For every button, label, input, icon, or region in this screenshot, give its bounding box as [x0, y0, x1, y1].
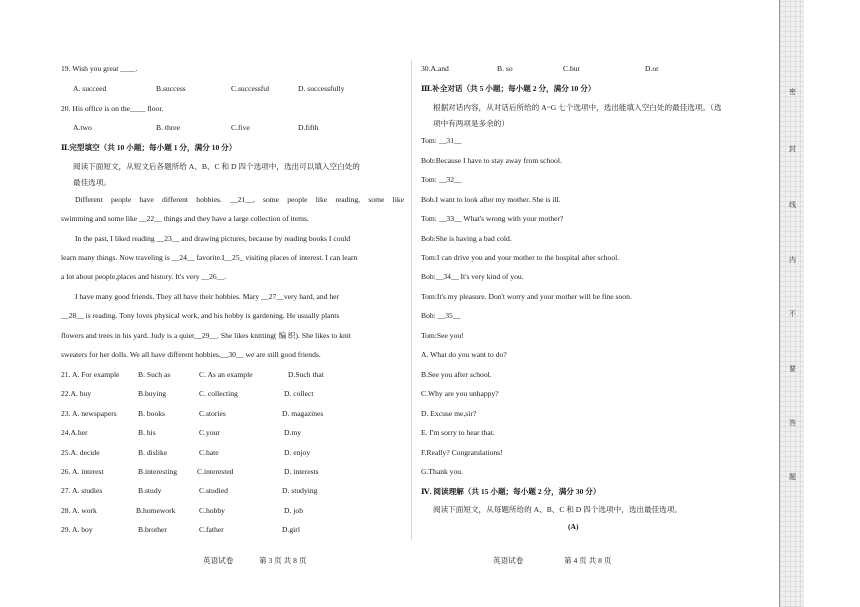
- section-3-title: Ⅲ.补全对话（共 5 小题；每小题 2 分，满分 10 分）: [421, 84, 596, 93]
- option-b: B. his: [138, 428, 156, 437]
- option-c: C.hobby: [199, 506, 225, 515]
- passage-label: (A): [568, 522, 579, 531]
- page-edge: [804, 0, 860, 607]
- passage-line: flowers and trees in his yard. Judy is a quiet__29__. She likes knitting( 编 织). She likes to knit: [61, 331, 352, 340]
- option-c: C.hate: [199, 448, 219, 457]
- strip-char: 题: [789, 473, 796, 481]
- passage-line: sweaters for her dolls. We all have different hobbies,__30__ we are still good friends.: [61, 350, 321, 359]
- question-19: 19. Wish you great ____.: [61, 64, 138, 73]
- option-d: D. job: [284, 506, 303, 515]
- option-b: B.buying: [138, 389, 167, 398]
- binding-strip: [779, 0, 806, 607]
- section-2-instruction: 阅读下面短文，从短文后各题所给 A、B、C 和 D 四个选项中，选出可以填入空白处的: [73, 162, 360, 171]
- option-c: C.successful: [231, 84, 270, 93]
- dialogue-line: Bob: __35__: [421, 311, 461, 320]
- option-d: D.girl: [282, 525, 300, 534]
- passage-line: a lot about people,places and history. It's very __26__.: [61, 272, 227, 281]
- option-c: C.father: [199, 525, 224, 534]
- answer-choice: E. I'm sorry to hear that.: [421, 428, 495, 437]
- answer-choice: G.Thank you.: [421, 467, 463, 476]
- passage-line: learn many things. Now traveling is __24__ favorite.I__25_ visiting places of interest. I can learn: [61, 253, 358, 262]
- passage-line: I have many good friends. They all have their hobbies. Mary __27__very hard, and her: [75, 292, 340, 301]
- option-c: C.five: [231, 123, 250, 132]
- option-d: D.fifth: [298, 123, 319, 132]
- section-4-title: Ⅳ. 阅读理解（共 15 小题；每小题 2 分，满分 30 分）: [421, 487, 601, 496]
- answer-choice: B.See you after school.: [421, 370, 492, 379]
- option-a: 22.A. buy: [61, 389, 92, 398]
- option-c: C.interested: [197, 467, 234, 476]
- option-a: 21. A. For example: [61, 370, 120, 379]
- option-a: 24.A.her: [61, 428, 88, 437]
- option-b: B. dislike: [138, 448, 168, 457]
- option-d: D.or: [645, 64, 659, 73]
- footer-page-number: 第 4 页 共 8 页: [564, 556, 612, 565]
- section-4-instruction: 阅读下面短文，从每题所给的 A、B、C 和 D 四个选项中，选出最佳选项。: [433, 505, 682, 514]
- answer-choice: D. Excuse me,sir?: [421, 409, 477, 418]
- dialogue-line: Tom: __33__ What's wrong with your mother?: [421, 214, 564, 223]
- section-2-title: Ⅱ.完型填空（共 10 小题；每小题 1 分，满分 10 分）: [61, 143, 237, 152]
- question-20: 20. His office is on the____ floor.: [61, 104, 164, 113]
- option-c: C.but: [563, 64, 580, 73]
- option-c: C.studied: [199, 486, 228, 495]
- dialogue-line: Bob.I want to look after my mother. She is ill.: [421, 195, 561, 204]
- option-c: C.your: [199, 428, 220, 437]
- option-b: B.brother: [138, 525, 167, 534]
- dialogue-line: Tom:I can drive you and your mother to the hospital after school.: [421, 253, 620, 262]
- option-d: D. collect: [284, 389, 314, 398]
- dialogue-line: Bob:Because I have to stay away from school.: [421, 156, 562, 165]
- dialogue-line: Tom: __32__: [421, 175, 462, 184]
- option-a: A. succeed: [73, 84, 107, 93]
- dialogue-line: Tom:It's my pleasure. Don't worry and your mother will be fine soon.: [421, 292, 632, 301]
- footer-subject: 英语试卷: [203, 556, 234, 565]
- option-b: B. three: [156, 123, 181, 132]
- option-d: D. enjoy: [284, 448, 311, 457]
- dialogue-line: Bob:She is having a bad cold.: [421, 234, 512, 243]
- option-d: D.Such that: [288, 370, 324, 379]
- strip-char: 线: [789, 201, 796, 209]
- strip-char: 不: [789, 310, 796, 318]
- strip-char: 封: [789, 145, 796, 153]
- passage-line: In the past, I liked reading __23__ and drawing pictures, because by reading books I could: [75, 234, 351, 243]
- option-a: 25.A. decide: [61, 448, 100, 457]
- answer-choice: A. What do you want to do?: [421, 350, 507, 359]
- option-b: B. books: [138, 409, 166, 418]
- option-d: D. interests: [284, 467, 319, 476]
- passage-line: Different people have different hobbies. __21__, some people like reading, some like: [75, 195, 404, 204]
- strip-char: 密: [789, 88, 796, 96]
- option-b: B. so: [497, 64, 513, 73]
- option-b: B.study: [138, 486, 162, 495]
- option-a: 30.A.and: [421, 64, 449, 73]
- dialogue-line: Bob:__34__ It's very kind of you.: [421, 272, 524, 281]
- option-a: A.two: [73, 123, 92, 132]
- dialogue-line: Tom:See you!: [421, 331, 464, 340]
- option-a: 29. A. boy: [61, 525, 93, 534]
- section-3-instruction: 根据对话内容，从对话后所给的 A~G 七个选项中，选出能填入空白处的最佳选项。（选: [433, 103, 722, 112]
- column-divider: [411, 60, 412, 540]
- option-d: D. successfully: [298, 84, 345, 93]
- option-a: 23. A. newspapers: [61, 409, 117, 418]
- answer-choice: C.Why are you unhappy?: [421, 389, 499, 398]
- strip-char: 答: [789, 419, 796, 427]
- option-a: 27. A. studies: [61, 486, 103, 495]
- passage-line: swimming and some like __22__ things and they have a large collection of items.: [61, 214, 309, 223]
- passage-line: __28__ is reading. Tony loves physical work, and his hobby is gardening. He usually plants: [61, 311, 340, 320]
- dialogue-line: Tom: __31__: [421, 136, 462, 145]
- option-c: C. collecting: [199, 389, 238, 398]
- option-b: B. Such as: [138, 370, 171, 379]
- section-2-instruction-cont: 最佳选项。: [73, 178, 111, 187]
- option-a: 26. A. interest: [61, 467, 104, 476]
- answer-choice: F.Really? Congratulations!: [421, 448, 503, 457]
- strip-char: 内: [789, 256, 796, 264]
- option-c: C. As an example: [199, 370, 253, 379]
- option-b: B.interesting: [138, 467, 178, 476]
- option-b: B.homework: [136, 506, 176, 515]
- option-b: B.success: [156, 84, 186, 93]
- strip-char: 要: [789, 365, 796, 373]
- footer-subject: 英语试卷: [493, 556, 524, 565]
- footer-page-number: 第 3 页 共 8 页: [259, 556, 307, 565]
- option-d: D. studying: [282, 486, 318, 495]
- option-c: C.stories: [199, 409, 226, 418]
- section-3-instruction-cont: 项中有两项是多余的）: [433, 119, 509, 128]
- option-a: 28. A. work: [61, 506, 97, 515]
- option-d: D.my: [284, 428, 302, 437]
- option-d: D. magazines: [282, 409, 324, 418]
